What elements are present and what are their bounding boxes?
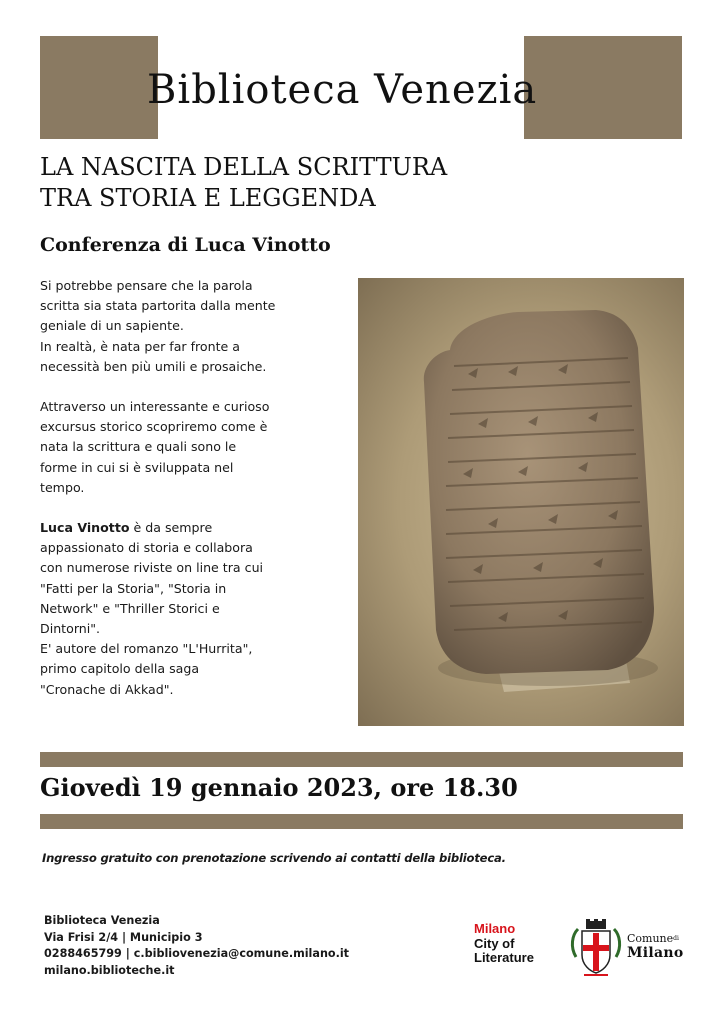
contact-website: milano.biblioteche.it	[44, 963, 175, 977]
description-line: scritta sia stata partorita dalla mente	[40, 298, 276, 314]
comune-line1	[627, 932, 684, 946]
contact-phone-email: 0288465799 | c.bibliovenezia@comune.milano.it	[44, 947, 350, 960]
author-bio-line-rest: è da sempre	[129, 520, 213, 536]
event-title-line: TRA STORIA E LEGGENDA	[40, 184, 376, 212]
description-line: E' autore del romanzo "L'Hurrita",	[40, 641, 253, 657]
contact-address: Via Frisi 2/4 | Municipio 3	[44, 930, 203, 944]
description-line: necessità ben più umili e prosaiche.	[40, 358, 267, 374]
description-paragraph	[40, 397, 340, 498]
date-band-top	[40, 752, 683, 767]
milano-logo-line: Literature	[474, 950, 534, 965]
header-accent-block-left	[40, 36, 158, 139]
description-line: "Fatti per la Storia", "Storia in	[40, 580, 227, 596]
comune-di-milano-logo-text	[627, 932, 684, 960]
description-line: con numerose riviste on line tra cui	[40, 560, 264, 576]
description-paragraph	[40, 276, 340, 377]
cuneiform-tablet-illustration	[358, 278, 684, 726]
milano-logo-line: City of	[474, 935, 515, 951]
contact-name: Biblioteca Venezia	[44, 914, 160, 927]
milano-city-of-literature-logo	[474, 922, 534, 966]
entry-note: Ingresso gratuito con prenotazione scrivendo ai contatti della biblioteca.	[42, 851, 506, 865]
event-date-time: Giovedì 19 gennaio 2023, ore 18.30	[40, 773, 518, 802]
event-subtitle: Conferenza di Luca Vinotto	[40, 234, 331, 256]
description-line: geniale di un sapiente.	[40, 318, 184, 334]
milano-logo-line: Milano	[474, 921, 516, 936]
description-line: forme in cui si è sviluppata nel	[40, 459, 234, 475]
header-accent-block-right	[524, 36, 682, 139]
description-line: Network" e "Thriller Storici e	[40, 600, 220, 616]
description-line: Attraverso un interessante e curioso	[40, 399, 270, 415]
description-line: nata la scrittura e quali sono le	[40, 439, 237, 455]
library-contacts	[44, 913, 349, 979]
author-name: Luca Vinotto	[40, 520, 130, 536]
event-title	[40, 152, 600, 214]
description-line: primo capitolo della saga	[40, 661, 200, 677]
date-band-bottom	[40, 814, 683, 829]
author-bio-paragraph	[40, 518, 340, 700]
cuneiform-tablet-photo	[358, 278, 684, 726]
event-description	[40, 276, 340, 720]
comune-di-small: di	[673, 935, 679, 942]
description-line: Dintorni".	[40, 621, 101, 637]
description-line: In realtà, è nata per far fronte a	[40, 338, 241, 354]
description-line: appassionato di storia e collabora	[40, 540, 253, 556]
comune-line2: Milano	[627, 945, 684, 961]
description-line: excursus storico scopriremo come è	[40, 419, 268, 435]
event-title-line: LA NASCITA DELLA SCRITTURA	[40, 153, 448, 181]
author-bio-first-line	[40, 518, 340, 538]
description-line: tempo.	[40, 479, 85, 495]
description-line: Si potrebbe pensare che la parola	[40, 278, 253, 293]
comune-word: Comune	[627, 932, 674, 945]
library-title: Biblioteca Venezia	[147, 67, 538, 113]
comune-crest-icon	[568, 917, 624, 981]
description-line: "Cronache di Akkad".	[40, 681, 174, 697]
